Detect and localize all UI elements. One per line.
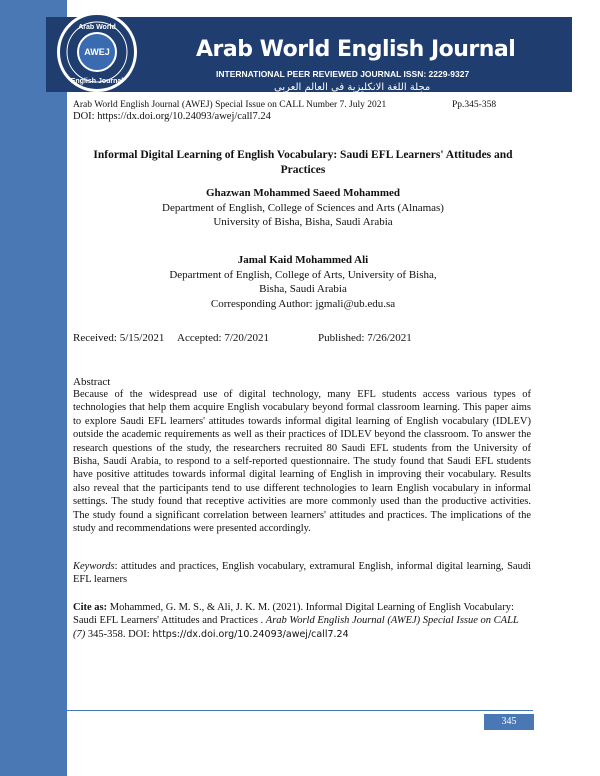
page-number: 345 [484, 714, 534, 730]
author-affiliation: Department of English, College of Sciences and Arts (Alnamas) [162, 201, 444, 214]
corresponding-author: Corresponding Author: jgmali@ub.edu.sa [210, 297, 396, 310]
cite-pages: 345-358. DOI: [85, 628, 153, 640]
keywords-list: : attitudes and practices, English vocabulary, extramural English, informal digital learning, Saudi EFL learners [73, 561, 531, 586]
paper-title [73, 148, 533, 178]
author-name: Ghazwan Mohammed Saeed Mohammed [205, 187, 401, 199]
abstract-heading: Abstract [73, 376, 111, 388]
cite-label: Cite as: [73, 602, 108, 613]
footer-divider [67, 710, 533, 711]
journal-title: Arab World English Journal [196, 37, 516, 62]
journal-citation-line: Arab World English Journal (AWEJ) Special Issue on CALL Number 7. July 2021 [73, 100, 387, 110]
svg-text:Arab World: Arab World [78, 24, 116, 31]
author-block-2 [73, 253, 533, 311]
published-date: Published: 7/26/2021 [318, 332, 412, 344]
page-range: Pp.345-358 [452, 100, 497, 110]
author-name: Jamal Kaid Mohammed Ali [237, 254, 369, 266]
svg-text:English Journal: English Journal [70, 78, 124, 85]
paper-title-line1: Informal Digital Learning of English Vocabulary: Saudi EFL Learners' Attitudes and [93, 149, 513, 161]
logo-badge: AWEJ [77, 32, 117, 72]
doi-link[interactable]: DOI: https://dx.doi.org/10.24093/awej/call7.24 [73, 111, 271, 122]
keywords-label: Keywords [73, 561, 115, 572]
cite-doi-link[interactable]: https://dx.doi.org/10.24093/awej/call7.24 [152, 628, 349, 640]
author-affiliation: University of Bisha, Bisha, Saudi Arabia [213, 216, 393, 228]
received-date: Received: 5/15/2021 [73, 332, 165, 344]
journal-logo [57, 12, 137, 92]
author-affiliation: Bisha, Saudi Arabia [259, 283, 347, 295]
journal-arabic-title: مجلة اللغة الانكليزية في العالم العربي [274, 82, 431, 93]
keywords [73, 560, 531, 587]
journal-subtitle: INTERNATIONAL PEER REVIEWED JOURNAL ISSN: 2229-9327 [216, 69, 470, 79]
author-affiliation: Department of English, College of Arts, University of Bisha, [169, 268, 437, 281]
author-block-1 [73, 186, 533, 230]
cite-journal: Arab World English Journal (AWEJ) Special Issue on CALL (7) [73, 615, 519, 640]
left-accent-bar [0, 0, 67, 776]
cite-authors: Mohammed, G. M. S., & Ali, J. K. M. (2021). Informal Digital Learning of English Vocabulary: Saudi EFL Learners' Attitudes and Practices . [73, 602, 514, 627]
accepted-date: Accepted: 7/20/2021 [177, 332, 269, 344]
abstract-text: Because of the widespread use of digital technology, many EFL students access various types of technologies that help them acquire English vocabulary beyond formal classroom learning. This paper aims to explore Saudi EFL learners' attitudes towards informal digital learning of English vocabulary (IDLEV) outside the academic requirements as well as their practices of IDLEV beyond the classroom. To answer the research questions of the study, the researchers recruited 80 Saudi EFL students from the University of Bisha, Saudi Arabia, to respond to a self-reported questionnaire. The study found that Saudi EFL students have positive attitudes towards informal digital learning of English in improving their vocabulary. Results also reveal that the participants tend to use different technologies to learn English vocabulary in informal settings. The study found that receptive activities are more commonly used than the productive activities. The study found a significant correlation between learners' attitudes and practices. The implications of the study and recommendations were presented accordingly. [73, 389, 531, 535]
paper-title-line2: Practices [280, 164, 326, 176]
citation-block [73, 601, 533, 641]
